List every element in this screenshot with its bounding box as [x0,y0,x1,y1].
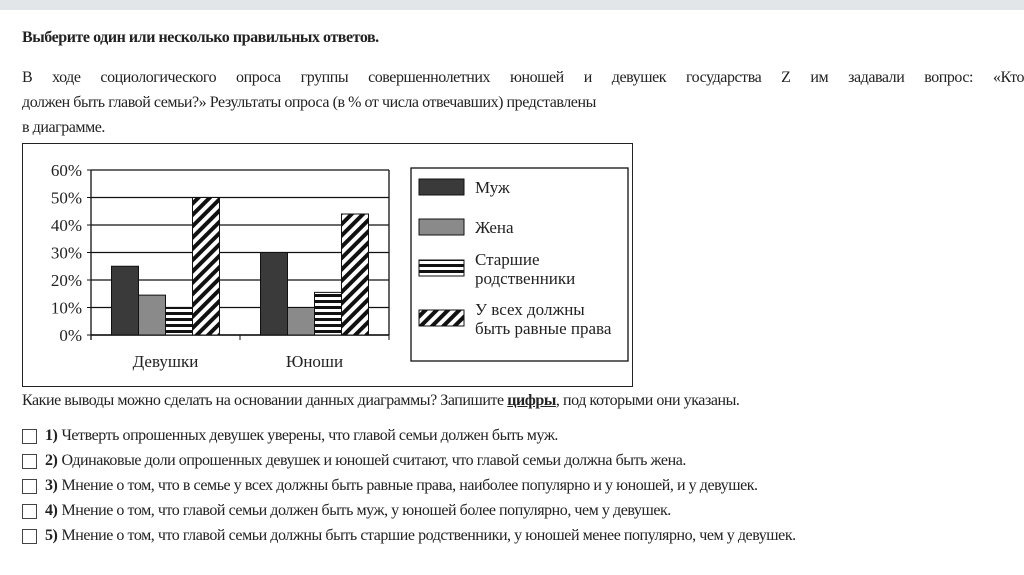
y-tick-label: 40% [50,216,82,235]
legend-label: У всех должны [475,300,585,319]
checkbox[interactable] [22,454,37,469]
bar-Девушки-2 [139,295,166,335]
option-text: Мнение о том, что главой семьи должен быть муж, у юношей более популярно, чем у девушек. [61,502,671,519]
x-tick-label: Юноши [285,352,344,371]
bar-Юноши-3 [315,292,342,335]
legend-label: Муж [475,178,510,197]
y-tick-label: 10% [50,298,82,318]
legend-swatch [419,310,464,326]
answer-option-5[interactable] [22,527,796,545]
bar-Юноши-4 [342,214,369,335]
answer-option-1[interactable] [22,427,558,445]
checkbox[interactable] [22,504,37,519]
bar-Девушки-4 [193,198,220,336]
intro-line-2: должен быть главой семьи?» Результаты опроса (в % от числа отвечавших) представлены [22,94,596,111]
option-number: 3) [45,477,58,494]
option-number: 5) [45,527,58,544]
answer-option-2[interactable] [22,452,686,470]
legend-swatch [419,219,464,235]
y-tick-label: 0% [59,326,82,345]
legend-swatch [419,179,464,195]
y-tick-label: 20% [50,271,82,290]
option-text: Мнение о том, что в семье у всех должны быть равные права, наиболее популярно и у юношей, и у девушек. [61,477,758,494]
bar-chart [22,143,633,387]
option-number: 4) [45,502,58,519]
answer-option-3[interactable] [22,477,758,495]
option-text: Одинаковые доли опрошенных девушек и юношей считают, что главой семьи должна быть жена. [61,452,686,469]
bar-Девушки-1 [112,266,139,335]
question-text: Какие выводы можно сделать на основании данных диаграммы? Запишите цифры, под которыми они указаны. [22,392,740,409]
legend-label: быть равные права [475,319,612,338]
checkbox[interactable] [22,479,37,494]
legend-label: родственники [475,269,576,288]
intro-line-1: В ходе социологического опроса группы совершеннолетних юношей и девушек государства Z им задавали вопрос: «Кто [22,69,1024,86]
legend-swatch [419,260,464,276]
legend-label: Жена [475,218,514,237]
bar-Девушки-3 [166,308,193,336]
bar-Юноши-1 [261,253,288,336]
emphasis-digits: цифры [507,392,556,409]
answer-option-4[interactable] [22,502,671,520]
option-number: 2) [45,452,58,469]
instruction-title: Выберите один или несколько правильных ответов. [22,29,379,46]
top-bar [0,0,1024,10]
y-tick-label: 60% [50,161,82,180]
checkbox[interactable] [22,429,37,444]
option-text: Четверть опрошенных девушек уверены, что главой семьи должен быть муж. [61,427,558,444]
option-text: Мнение о том, что главой семьи должны быть старшие родственники, у юношей менее популярно, чем у девушек. [61,527,796,544]
y-tick-label: 30% [50,243,82,263]
option-number: 1) [45,427,58,444]
checkbox[interactable] [22,529,37,544]
bar-Юноши-2 [288,308,315,336]
x-tick-label: Девушки [132,352,199,371]
y-tick-label: 50% [50,188,82,208]
legend-label: Старшие [475,250,540,269]
intro-line-3: в диаграмме. [22,119,105,136]
